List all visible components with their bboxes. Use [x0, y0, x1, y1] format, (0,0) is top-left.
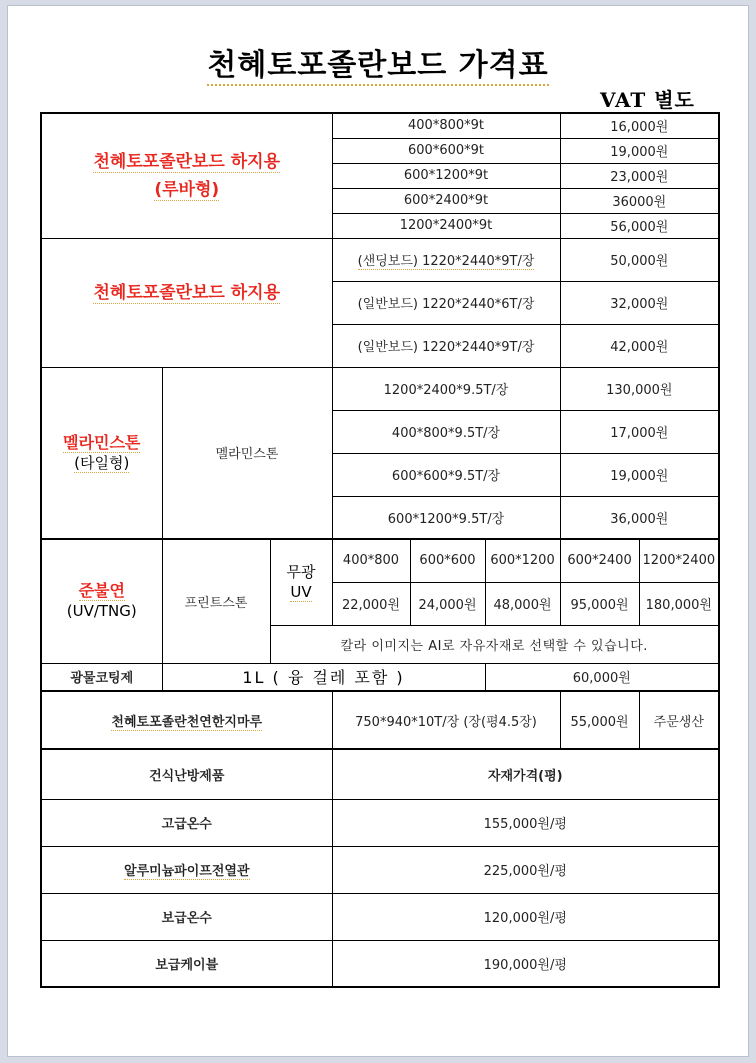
table-row	[41, 846, 719, 893]
price-cell: 23,000원	[560, 163, 719, 188]
group4-name: 준불연 (UV/TNG)	[41, 539, 162, 663]
size-cell: 600*1200*9.5T/장	[332, 496, 560, 539]
price-cell: 19,000원	[560, 453, 719, 496]
price-cell: 56,000원	[560, 213, 719, 238]
size-cell: 600*600*9t	[332, 138, 560, 163]
heating-header-left: 건식난방제품	[41, 749, 332, 799]
coating-desc: 1L ( 융 걸레 포함 )	[162, 663, 485, 691]
price-cell: 19,000원	[560, 138, 719, 163]
floor-note: 주문생산	[639, 691, 719, 749]
table-row	[41, 691, 719, 749]
vat-note: VAT 별도	[600, 88, 695, 112]
size-cell: 400*800*9t	[332, 113, 560, 138]
group4-sub: 프린트스톤	[162, 539, 270, 663]
heating-name: 알루미늄파이프전열관	[41, 846, 332, 893]
size-cell: 600*600*9.5T/장	[332, 453, 560, 496]
group3-name: 멜라민스톤 (타일형)	[41, 367, 162, 539]
price-cell: 48,000원	[485, 582, 560, 625]
price-cell: 36000원	[560, 188, 719, 213]
table-row	[41, 663, 719, 691]
size-cell: 600*1200	[485, 539, 560, 582]
heating-price: 225,000원/평	[332, 846, 719, 893]
price-cell: 36,000원	[560, 496, 719, 539]
heating-price: 120,000원/평	[332, 893, 719, 940]
size-cell: 1200*2400*9.5T/장	[332, 367, 560, 410]
table-row	[41, 893, 719, 940]
price-cell: 17,000원	[560, 410, 719, 453]
size-cell: 400*800*9.5T/장	[332, 410, 560, 453]
size-cell: (일반보드) 1220*2440*9T/장	[332, 324, 560, 367]
price-cell: 50,000원	[560, 238, 719, 281]
coating-price: 60,000원	[485, 663, 719, 691]
page-title: 천혜토포졸란보드 가격표	[0, 40, 756, 84]
size-cell: 600*600	[410, 539, 485, 582]
size-cell: 600*2400	[560, 539, 639, 582]
price-cell: 95,000원	[560, 582, 639, 625]
table-row	[41, 539, 719, 582]
size-cell: 600*1200*9t	[332, 163, 560, 188]
table-row	[41, 749, 719, 799]
price-cell: 24,000원	[410, 582, 485, 625]
floor-price: 55,000원	[560, 691, 639, 749]
heating-name: 보급온수	[41, 893, 332, 940]
group2-name: 천혜토포졸란보드 하지용	[41, 238, 332, 367]
heating-name: 고급온수	[41, 799, 332, 846]
size-cell: 400*800	[332, 539, 410, 582]
heating-price: 155,000원/평	[332, 799, 719, 846]
heating-price: 190,000원/평	[332, 940, 719, 987]
size-cell: (샌딩보드) 1220*2440*9T/장	[332, 238, 560, 281]
coating-name: 광물코팅제	[41, 663, 162, 691]
table-row	[41, 238, 719, 281]
table-row	[41, 367, 719, 410]
heating-name: 보급케이블	[41, 940, 332, 987]
price-cell: 22,000원	[332, 582, 410, 625]
table-row	[41, 113, 719, 138]
floor-name: 천혜토포졸란천연한지마루	[41, 691, 332, 749]
table-row	[41, 799, 719, 846]
table-row	[41, 940, 719, 987]
size-cell: (일반보드) 1220*2440*6T/장	[332, 281, 560, 324]
group1-name: 천혜토포졸란보드 하지용 (루바형)	[41, 113, 332, 238]
price-cell: 130,000원	[560, 367, 719, 410]
finish-cell: 무광 UV	[270, 539, 332, 625]
floor-size: 750*940*10T/장 (장(평4.5장)	[332, 691, 560, 749]
price-cell: 32,000원	[560, 281, 719, 324]
size-cell: 1200*2400*9t	[332, 213, 560, 238]
price-cell: 180,000원	[639, 582, 719, 625]
price-cell: 42,000원	[560, 324, 719, 367]
price-table	[40, 112, 720, 988]
price-cell: 16,000원	[560, 113, 719, 138]
group3-sub: 멜라민스톤	[162, 367, 332, 539]
size-cell: 600*2400*9t	[332, 188, 560, 213]
size-cell: 1200*2400	[639, 539, 719, 582]
color-note: 칼라 이미지는 AI로 자유자재로 선택할 수 있습니다.	[270, 625, 719, 663]
heating-header-right: 자재가격(평)	[332, 749, 719, 799]
